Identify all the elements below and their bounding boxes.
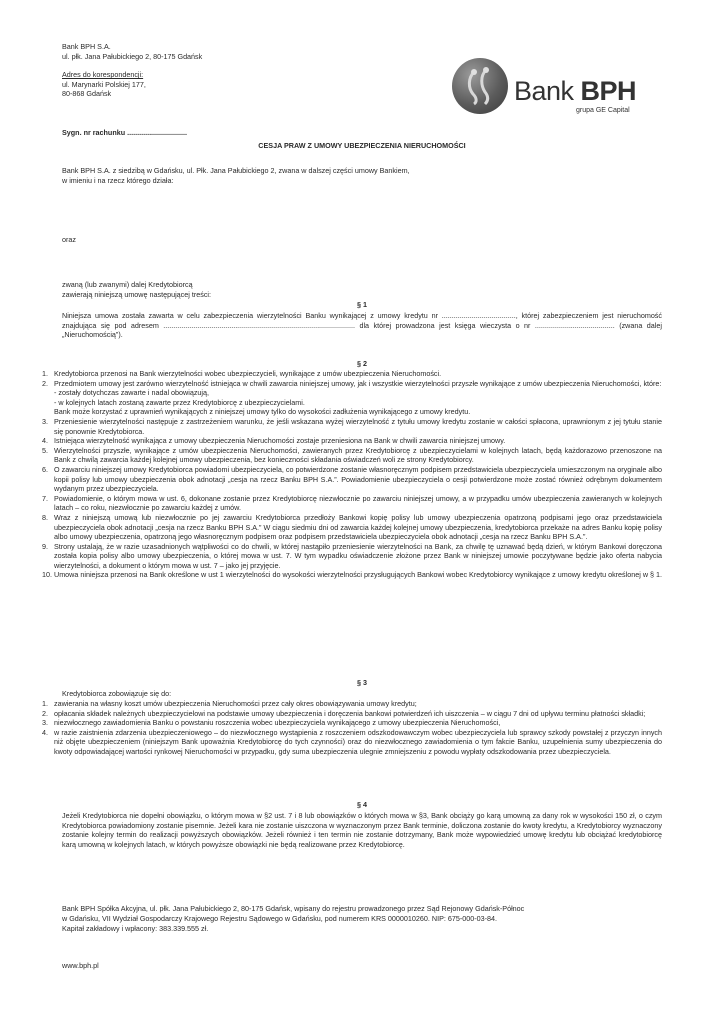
list-item: Bank może korzystać z uprawnień wynikających z niniejszej umowy tylko do wysokości zadłużenia wynikającego z umowy kredytu. — [54, 407, 471, 417]
intro-line-1: Bank BPH S.A. z siedzibą w Gdańsku, ul. Płk. Jana Pałubickiego 2, zwana w dalszej części umowy Bankiem, — [62, 166, 410, 175]
section-4-text: Jeżeli Kredytobiorca nie dopełni obowiązku, o którym mowa w §2 ust. 7 i 8 lub obowiązków o których mowa w §3, Bank obciąży go karą umowną za dany rok w wysokości 150 zł, o czym Kredytobiorca powiadomiony zostanie pisemnie. Jeżeli kara nie zostanie uiszczona w wyznaczonym przez Bank terminie, doliczona zostanie do kwoty kredytu, a Kredytobiorcy wyznaczony zostanie kolejny termin do realizacji powyższych obowiązków. Jeżeli również i ten termin nie zostanie dotrzymany, Bank może wypowiedzieć umowę kredytu lub obciążać kredytobiorcę karą umowną w kolejnych latach, w których powyższe obowiązki nie będą realizowane przez Kredytobiorcę. — [62, 811, 662, 849]
list-item: 8. Wraz z niniejszą umową lub niezwłocznie po jej zawarciu Kredytobiorca przedłoży Bankowi kopię polisy lub umowy ubezpieczenia opatrzoną podpisami jego oraz przedstawiciela ubezpieczyciela obok adnotacji „cesja na rzecz Banku BPH S.A.” W ciągu siedmiu dni od zawarcia każdej kolejnej umowy ubezpieczenia, kredytobiorca przekaże na adres Banku kopię polisy albo umowy ubezpieczenia, opatrzoną jego własnoręcznym podpisem oraz podpisem przedstawiciela ubezpieczyciela obok adnotacji „cesja na rzecz Banku BPH S.A.”. — [42, 512, 662, 542]
correspondence-label: Adres do korespondencji: — [62, 70, 144, 80]
intro-line-2: w imieniu i na rzecz którego działa: — [62, 176, 174, 185]
bank-street: ul. płk. Jana Pałubickiego 2, 80-175 Gdańsk — [62, 51, 203, 61]
borrower-line-1: zwaną (lub zwanymi) dalej Kredytobiorcą — [62, 280, 193, 289]
section-4-heading: § 4 — [357, 800, 367, 809]
correspondence-street: ul. Marynarki Polskiej 177, — [62, 79, 146, 89]
list-item: 5. Wierzytelności przyszłe, wynikające z umów ubezpieczenia Nieruchomości, zawieranych przez Kredytobiorcę z ubezpieczycielami w kolejnych latach, będą każdorazowo przenoszone na Bank z chwilą zawarcia każdej kolejnej umowy ubezpieczenia, bez konieczności składania oświadczeń woli ze strony Kredytobiorcy. — [42, 445, 662, 465]
section-3-heading: § 3 — [357, 678, 367, 687]
list-item: 6. O zawarciu niniejszej umowy Kredytobiorca powiadomi ubezpieczyciela, co potwierdzone zostanie własnoręcznym podpisem przedstawiciela ubezpieczyciela umieszczonym na oryginale albo kopii polisy lub umowy ubezpieczenia obok adnotacji „cesja na rzecz Banku BPH S.A.”. Powiadomienie ubezpieczyciela o cesji potwierdzone może zostać również odrębnym dokumentem wydanym przez ubezpieczyciela. — [42, 464, 662, 494]
footer-line-1: Bank BPH Spółka Akcyjna, ul. płk. Jana Pałubickiego 2, 80-175 Gdańsk, wpisany do rejestru prowadzonego przez Sąd Rejonowy Gdańsk-Północ — [62, 904, 525, 913]
website-link[interactable]: www.bph.pl — [62, 961, 99, 970]
bph-logo-icon — [452, 58, 508, 114]
footer-line-3: Kapitał zakładowy i wpłacony: 383.339.555 zł. — [62, 924, 209, 933]
list-item: 7. Powiadomienie, o którym mowa w ust. 6, dokonane zostanie przez Kredytobiorcę niezwłocznie po zawarciu niniejszej umowy, a w przypadku umów ubezpieczenia zawieranych w kolejnych latach – co roku, niezwłocznie po zawarciu każdej z umów. — [42, 493, 662, 513]
list-item: 1. Kredytobiorca przenosi na Bank wierzytelności wobec ubezpieczycieli, wynikające z umów ubezpieczenia Nieruchomości. — [42, 369, 442, 378]
list-item: - zostały dotychczas zawarte i nadal obowiązują, — [54, 388, 210, 398]
section-2-heading: § 2 — [357, 359, 367, 368]
list-item: - w kolejnych latach zostaną zawarte przez Kredytobiorcę z ubezpieczycielami. — [54, 397, 305, 407]
oraz-text: oraz — [62, 235, 76, 244]
bank-address — [62, 42, 202, 99]
logo-subtitle: grupa GE Capital — [576, 107, 630, 114]
logo-word-bph: BPH — [580, 76, 637, 106]
list-item: 2. opłacania składek należnych ubezpieczycielowi na podstawie umowy ubezpieczenia i doręczenia bankowi potwierdzeń ich uiszczenia – w ciągu 7 dni od upływu terminu płatności składki; — [42, 708, 646, 718]
list-item: 1. zawierania na własny koszt umów ubezpieczenia Nieruchomości przez cały okres obowiązywania umowy kredytu; — [42, 699, 417, 708]
footer-line-2: w Gdańsku, VII Wydział Gospodarczy Krajowego Rejestru Sądowego w Gdańsku, pod numerem KRS 0000010260. NIP: 675-000-03-84. — [62, 914, 498, 923]
document-title: CESJA PRAW Z UMOWY UBEZPIECZENIA NIERUCHOMOŚCI — [258, 141, 466, 150]
list-item: 4. Istniejąca wierzytelność wynikająca z umowy ubezpieczenia Nieruchomości zostaje przeniesiona na Bank w chwili zawarcia niniejszej umowy. — [42, 436, 506, 446]
correspondence-city: 80-868 Gdańsk — [62, 89, 112, 99]
list-item: 2. Przedmiotem umowy jest zarówno wierzytelność istniejąca w chwili zawarcia niniejszej umowy, jak i wszystkie wierzytelności przyszłe wynikające z umów ubezpieczenia Nieruchomości, które: — [42, 378, 662, 388]
borrower-line-2: zawierają niniejszą umowę następującej treści: — [62, 290, 212, 299]
list-item: 9. Strony ustalają, że w razie uzasadnionych wątpliwości co do chwili, w której nastąpiło przeniesienie wierzytelności na Bank, za chwilę tę uznawać będą dzień, w którym Bankowi doręczona została kopia polisy albo umowy ubezpieczenia, o której mowa w ust. 7. W tym wypadku oświadczenie złożone przez Bank w niniejszej umowie poczytywane będzie jako oferta nabycia wierzytelności, a dokument o którym mowa w ust. 7 – jako jej przyjęcie. — [42, 541, 662, 570]
section-1-text: Niniejsza umowa została zawarta w celu zabezpieczenia wierzytelności Banku wynikającej z umowy kredytu nr ....................................., której zabezpieczeniem jest nieruchomość znajdująca się pod adresem ................................................................................................ dla której prowadzona jest księga wieczysta o nr ........................................ (zwana dalej „Nieruchomością”). — [62, 311, 662, 340]
section-2-list — [42, 369, 662, 580]
list-item: 10. Umowa niniejsza przenosi na Bank określone w ust 1 wierzytelności do wysokości wierzytelności przysługujących Bankowi wobec Kredytobiorcy wynikające z umowy kredytu określonej w § 1. — [42, 570, 663, 580]
section-3-lead: Kredytobiorca zobowiązuje się do: — [62, 689, 172, 698]
list-item: 3. Przeniesienie wierzytelności następuje z zastrzeżeniem warunku, że jeśli wskazana wyżej wierzytelność z tytułu umowy kredytu zostanie w całości spłacona, uprawnionym z jej tytułu stanie się ponownie Kredytobiorca. — [42, 416, 662, 436]
section-1-heading: § 1 — [357, 300, 367, 309]
logo-word-bank: Bank — [514, 76, 581, 106]
account-number-line: Sygn. nr rachunku .............................. — [62, 128, 188, 137]
list-item: 4. w razie zaistnienia zdarzenia ubezpieczeniowego – do niezwłocznego wystąpienia z roszczeniem odszkodowawczym wobec ubezpieczyciela lub sprawcy szkody powstałej z przyczyn innych niż objęte ubezpieczeniem (niniejszym Bank upoważnia Kredytobiorcę do tych czynności) oraz do niezwłocznego zawiadomienia o tym fakcie Banku, uzupełnienia sumy ubezpieczenia do kwoty odpowiadającej wartości rynkowej Nieruchomości w przypadku, gdy suma ubezpieczenia ulegnie zmniejszeniu z powodu wypłaty odszkodowania przez ubezpieczyciela. — [42, 727, 662, 756]
bph-logo — [452, 58, 637, 114]
section-3-list — [42, 699, 662, 757]
list-item: 3. niezwłocznego zawiadomienia Banku o powstaniu roszczenia wobec ubezpieczyciela wynikającego z umowy ubezpieczenia Nieruchomości, — [42, 718, 501, 728]
bank-name: Bank BPH S.A. — [62, 42, 111, 51]
logo-wordmark — [514, 78, 636, 105]
